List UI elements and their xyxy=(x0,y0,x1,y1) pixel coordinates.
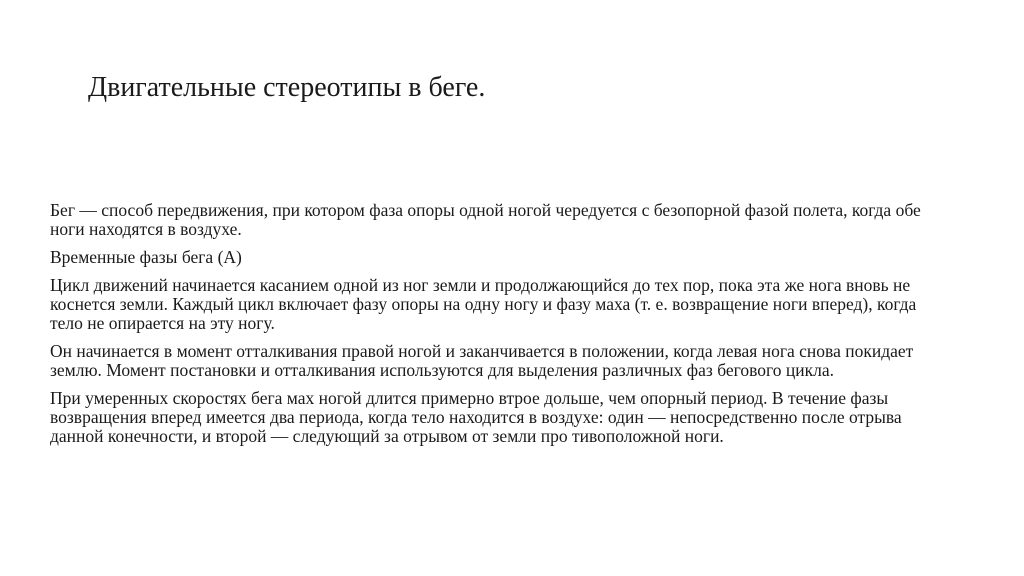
paragraph-swing-duration: При умеренных скоростях бега мах ногой длится примерно втрое дольше, чем опорный период. В течение фазы возвращения вперед имеется два периода, когда тело находится в воздухе: один — непосредственно после отрыва данной конечности, и второй — следующий за отрывом от земли про тивоположной ноги. xyxy=(50,388,902,446)
paragraph-definition: Бег — способ передвижения, при котором фаза опоры одной ногой чередуется с безопорной фазой полета, когда обе ноги находятся в воздухе. xyxy=(50,200,921,239)
paragraph-push-off: Он начинается в момент отталкивания правой ногой и заканчивается в положении, когда левая нога снова покидает землю. Момент постановки и отталкивания используются для выделения различных фаз бегового цикла. xyxy=(50,341,914,380)
paragraph-cycle: Цикл движений начинается касанием одной из ног земли и продолжающийся до тех пор, пока эта же нога вновь не коснется земли. Каждый цикл включает фазу опоры на одну ногу и фазу маха (т. е. возвращение ноги вперед), когда тело не опирается на эту ногу. xyxy=(50,275,917,333)
paragraph-phases-heading: Временные фазы бега (А) xyxy=(50,247,242,267)
slide-title: Двигательные стереотипы в беге. xyxy=(88,72,486,103)
slide-body xyxy=(50,201,940,455)
